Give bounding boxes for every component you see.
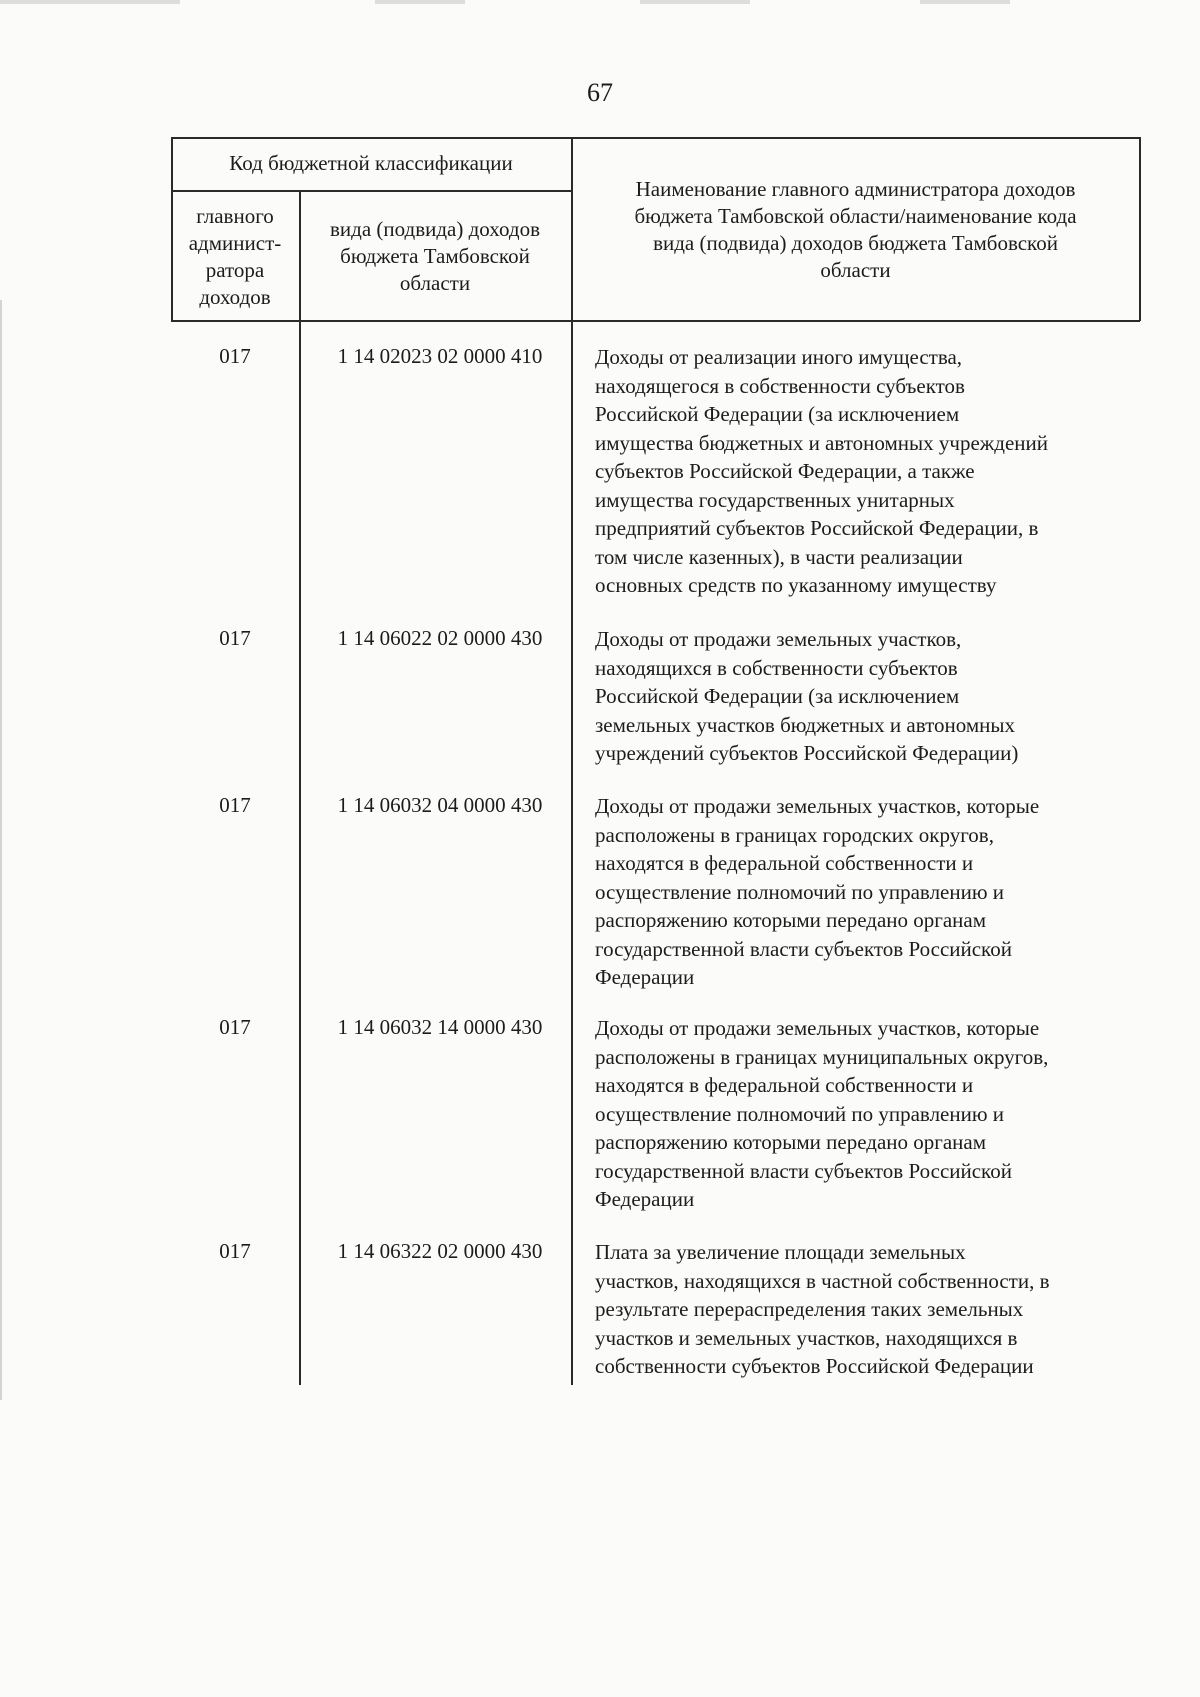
revenue-name: Доходы от реализации иного имущества, находящегося в собственности субъектов Российской Федерации (за исключением имущества бюджетных и автономных учреждений субъектов Российской Федерации, а также имущества государственных унитарных предприятий субъектов Российской Федерации, в том числе казенных), в части реализации основных средств по указанному имуществу [595,345,1049,597]
revenue-name: Доходы от продажи земельных участков, которые расположены в границах муниципальных округов, находятся в федеральной собственности и осуществление полномочий по управлению и распоряжению которыми передано органам государственной власти субъектов Российской Федерации [595,1016,1049,1211]
admin-code: 017 [219,626,251,650]
page-number: 67 [587,78,613,107]
budget-code: 1 14 06022 02 0000 430 [337,626,543,650]
revenue-name: Доходы от продажи земельных участков, которые расположены в границах городских округов, находятся в федеральной собственности и осуществление полномочий по управлению и распоряжению которыми передано органам государственной власти субъектов Российской Федерации [595,794,1040,989]
admin-code: 017 [219,1015,251,1039]
budget-code: 1 14 06322 02 0000 430 [337,1239,543,1263]
budget-code: 1 14 02023 02 0000 410 [337,344,543,368]
column-divider-code-name [571,137,573,1385]
header-code-column: вида (подвида) доходов бюджета Тамбовской области [330,217,540,295]
header-name-column: Наименование главного администратора доходов бюджета Тамбовской области/наименование кода вида (подвида) доходов бюджета Тамбовской области [634,177,1077,282]
header-group-title: Код бюджетной классификации [229,151,513,175]
admin-code: 017 [219,344,251,368]
header-right-border [1139,137,1141,321]
revenue-name: Доходы от продажи земельных участков, находящихся в собственности субъектов Российской Федерации (за исключением земельных участков бюджетных и автономных учреждений субъектов Российской Федерации) [595,627,1019,765]
scan-artifact [0,0,180,4]
admin-code: 017 [219,793,251,817]
admin-code: 017 [219,1239,251,1263]
scan-artifact [640,0,750,4]
header-bottom-border [171,320,1140,322]
header-admin-column: главного админист- ратора доходов [188,204,282,309]
scan-artifact [375,0,465,4]
scan-edge [0,300,2,1400]
header-subgroup-divider [171,190,571,192]
scan-artifact [920,0,1010,4]
header-top-border [171,137,1140,139]
budget-code: 1 14 06032 14 0000 430 [337,1015,543,1039]
revenue-name: Плата за увеличение площади земельных участков, находящихся в частной собственности, в результате перераспределения таких земельных участков и земельных участков, находящихся в собственности субъектов Российской Федерации [595,1240,1050,1378]
budget-code: 1 14 06032 04 0000 430 [337,793,543,817]
